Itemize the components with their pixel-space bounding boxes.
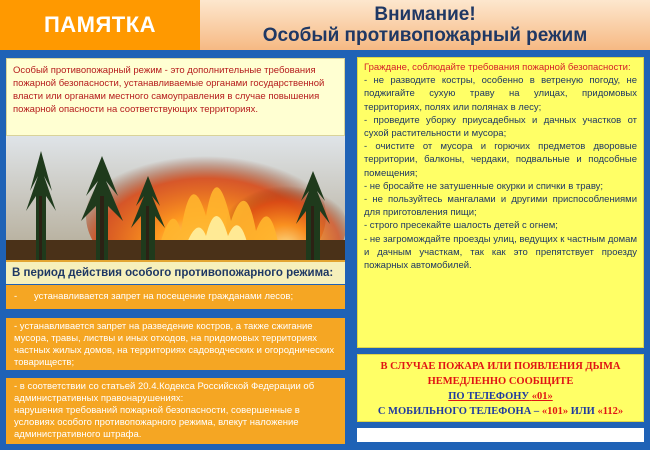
period-item-penalty: [6, 378, 345, 444]
alert-line-1: В СЛУЧАЕ ПОЖАРА ИЛИ ПОЯВЛЕНИЯ ДЫМА: [380, 361, 621, 372]
blank-strip: [357, 428, 644, 442]
period-item-dash: -: [14, 291, 18, 302]
alert-phone-line: [358, 389, 643, 404]
alert-mobile-line: [358, 404, 643, 419]
rule-item: - не загромождайте проезды улиц, ведущих к частным домам и дачным участкам, так как это препятствует проезду пожарных автомобилей.: [364, 233, 637, 272]
period-item-visiting-ban: [6, 285, 345, 309]
alert-phone-prefix: ПО ТЕЛЕФОНУ: [448, 391, 530, 402]
forest-fire-image: [6, 136, 345, 260]
rules-box: [357, 57, 644, 348]
alert-phone-number: «01»: [531, 391, 553, 402]
alert-mobile-or: ИЛИ: [570, 406, 595, 417]
rule-item: - проведите уборку приусадебных и дачных участков от сухой растительности и мусора;: [364, 114, 637, 140]
alert-mobile-number-2: «112»: [597, 406, 624, 417]
title-line-1: Внимание!: [374, 4, 476, 25]
penalty-text-2: нарушения требований пожарной безопасности, совершенные в условиях особого противопожарного режима, влекут наложение административного штрафа.: [14, 405, 300, 440]
rule-item: - строго пресекайте шалость детей с огнем;: [364, 220, 558, 232]
period-item-fire-ban: - устанавливается запрет на разведение костров, а также сжигание мусора, травы, листвы и иных отходов, на придомовых территориях частных жилых домов, на территориях садоводческих и огороднических товариществ;: [6, 318, 345, 370]
period-item-1-text: устанавливается запрет на посещение гражданами лесов;: [34, 291, 294, 302]
period-heading: В период действия особого противопожарного режима:: [6, 260, 345, 284]
forest-fire-illustration: [6, 136, 345, 260]
header-title: [200, 0, 650, 50]
title-line-2: Особый противопожарный режим: [262, 25, 588, 46]
alert-line-2: НЕМЕДЛЕННО СООБЩИТЕ: [427, 376, 574, 387]
header-badge: [0, 0, 200, 50]
rules-heading: Граждане, соблюдайте требования пожарной безопасности:: [364, 62, 631, 73]
rule-item: - не пользуйтесь мангалами и другими приспособлениями для приготовления пищи;: [364, 194, 637, 219]
alert-mobile-number-1: «101»: [541, 406, 569, 417]
badge-text: ПАМЯТКА: [43, 12, 157, 37]
alert-mobile-prefix: С МОБИЛЬНОГО ТЕЛЕФОНА –: [377, 406, 540, 417]
penalty-text-1: - в соответствии со статьей 20.4.Кодекса Российской Федерации об административных правонарушениях:: [14, 381, 315, 404]
rule-item: - не разводите костры, особенно в ветреную погоду, не поджигайте сухую траву на улицах, придомовых территориях, полях или полянах в лесу;: [364, 75, 637, 113]
emergency-alert: [357, 354, 644, 422]
rule-item: - очистите от мусора и горючих предметов дворовые территории, балконы, чердаки, подвальные и подсобные помещения;: [364, 141, 637, 179]
rule-item: - не бросайте не затушенные окурки и спички в траву;: [364, 180, 604, 192]
intro-definition: Особый противопожарный режим - это дополнительные требования пожарной безопасности, устанавливаемые органами государственной власти или органами местного самоуправления в случае повышения пожарной опасности на соответствующих территориях.: [6, 58, 345, 136]
